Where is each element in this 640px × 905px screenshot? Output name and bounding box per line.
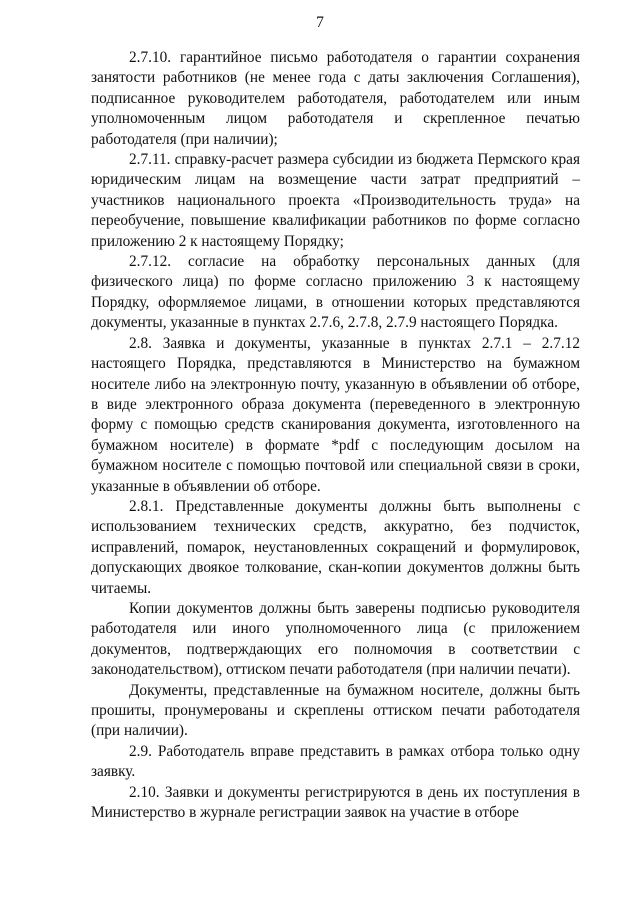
paragraph-paper-documents: Документы, представленные на бумажном носителе, должны быть прошиты, пронумерованы и скреплены оттиском печати работодателя (при наличии).	[91, 681, 580, 740]
paragraph-2-8: 2.8. Заявка и документы, указанные в пунктах 2.7.1 – 2.7.12 настоящего Порядка, представляются в Министерство на бумажном носителе либо на электронную почту, указанную в объявлении об отборе, в виде электронного образа документа (переведенного в электронную форму с помощью средств сканирования документа, изготовленного на бумажном носителе) в формате *pdf с последующим досылом на бумажном носителе с помощью почтовой или специальной связи в сроки, указанные в объявлении об отборе.	[91, 334, 580, 495]
paragraph-2-7-11: 2.7.11. справку-расчет размера субсидии из бюджета Пермского края юридическим лицам на возмещение части затрат предприятий – участников национального проекта «Производительность труда» на переобучение, повышение квалификации работников по форме согласно приложению 2 к настоящему Порядку;	[91, 151, 580, 250]
document-body	[91, 48, 580, 823]
paragraph-2-10: 2.10. Заявки и документы регистрируются в день их поступления в Министерство в журнале регистрации заявок на участие в отборе	[91, 783, 580, 822]
page-number: 7	[316, 14, 324, 31]
paragraph-2-7-12: 2.7.12. согласие на обработку персональных данных (для физического лица) по форме согласно приложению 3 к настоящему Порядку, оформляемое лицами, в отношении которых представляются документы, указанные в пунктах 2.7.6, 2.7.8, 2.7.9 настоящего Порядка.	[91, 253, 580, 332]
paragraph-copies: Копии документов должны быть заверены подписью руководителя работодателя или иного уполномоченного лица (с приложением документов, подтверждающих его полномочия в соответствии с законодательством), оттиском печати работодателя (при наличии печати).	[91, 599, 580, 679]
paragraph-2-9: 2.9. Работодатель вправе представить в рамках отбора только одну заявку.	[91, 742, 580, 781]
paragraph-2-8-1: 2.8.1. Представленные документы должны быть выполнены с использованием технических средств, аккуратно, без подчисток, исправлений, помарок, неустановленных сокращений и формулировок, допускающих двоякое толкование, скан-копии документов должны быть читаемы.	[91, 497, 580, 597]
paragraph-2-7-10: 2.7.10. гарантийное письмо работодателя о гарантии сохранения занятости работников (не менее года с даты заключения Соглашения), подписанное руководителем работодателя, работодателем или иным уполномоченным лицом работодателя и скрепленное печатью работодателя (при наличии);	[91, 49, 580, 148]
